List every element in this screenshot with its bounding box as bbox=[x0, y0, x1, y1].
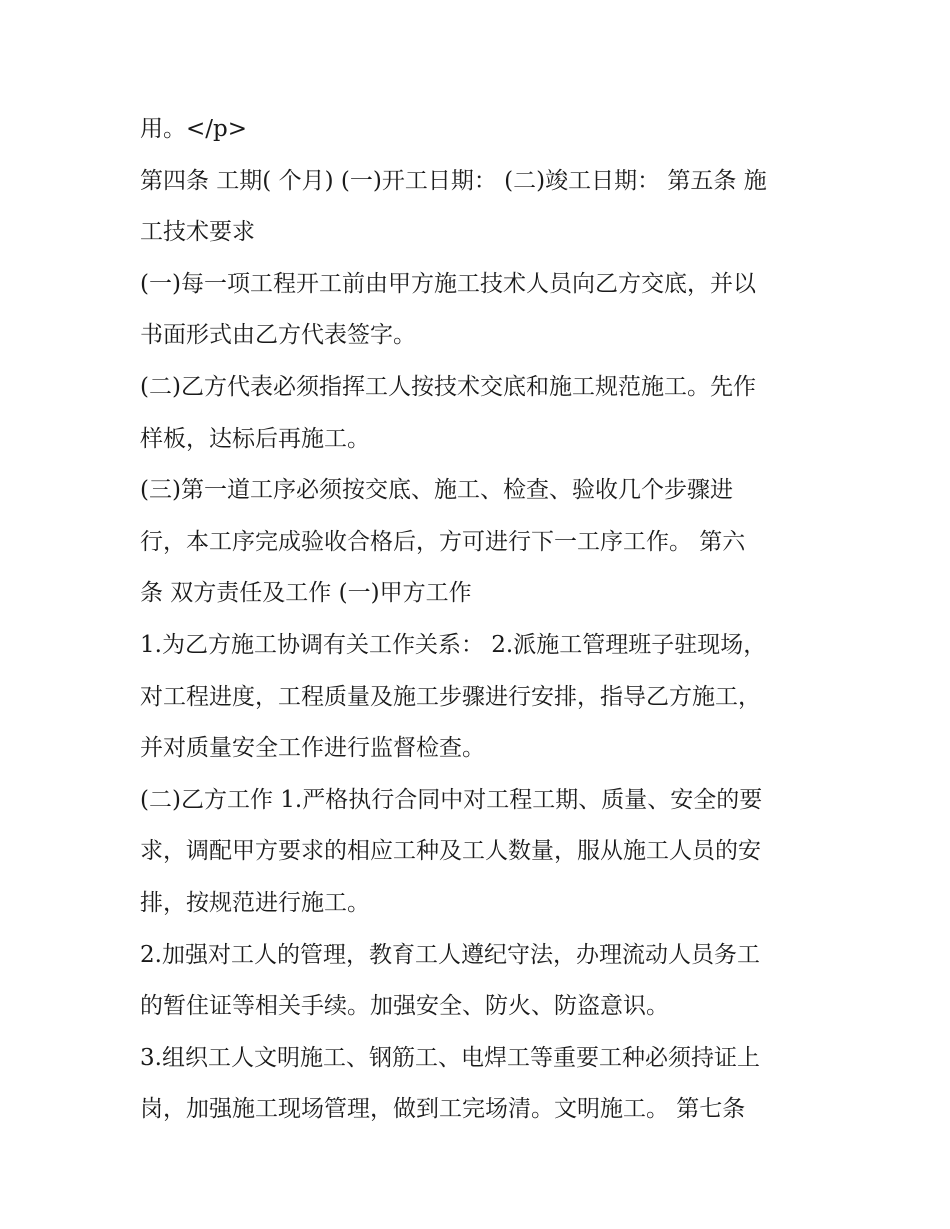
text-line: (三)第一道工序必须按交底、施工、检查、验收几个步骤进 bbox=[140, 477, 733, 504]
text-line: 排，按规范进行施工。 bbox=[140, 889, 370, 916]
text-line: (二)乙方代表必须指挥工人按技术交底和施工规范施工。先作 bbox=[140, 373, 756, 400]
text-line: (一)每一项工程开工前由甲方施工技术人员向乙方交底，并以 bbox=[140, 270, 756, 297]
text-line: (二)乙方工作 1.严格执行合同中对工程工期、质量、安全的要 bbox=[140, 786, 763, 813]
text-line: 的暂住证等相关手续。加强安全、防火、防盗意识。 bbox=[140, 993, 669, 1020]
text-line: 2.加强对工人的管理，教育工人遵纪守法，办理流动人员务工 bbox=[140, 941, 760, 968]
text-line: 并对质量安全工作进行监督检查。 bbox=[140, 735, 485, 762]
text-line: 样板，达标后再施工。 bbox=[140, 425, 370, 452]
text-line: 1.为乙方施工协调有关工作关系： 2.派施工管理班子驻现场， bbox=[140, 631, 767, 658]
text-line: 行，本工序完成验收合格后，方可进行下一工序工作。 第六 bbox=[140, 528, 746, 555]
text-line: 用。</p> bbox=[140, 116, 248, 142]
text-line: 工技术要求 bbox=[140, 219, 255, 246]
document-body bbox=[140, 104, 815, 1136]
text-line: 条 双方责任及工作 (一)甲方工作 bbox=[140, 580, 472, 607]
text-line: 3.组织工人文明施工、钢筋工、电焊工等重要工种必须持证上 bbox=[140, 1044, 760, 1071]
text-line: 书面形式由乙方代表签字。 bbox=[140, 322, 416, 349]
text-line: 第四条 工期( 个月) (一)开工日期： (二)竣工日期： 第五条 施 bbox=[140, 167, 767, 194]
text-line: 岗，加强施工现场管理，做到工完场清。文明施工。 第七条 bbox=[140, 1096, 746, 1123]
text-line: 对工程进度，工程质量及施工步骤进行安排，指导乙方施工， bbox=[140, 683, 761, 710]
text-line: 求，调配甲方要求的相应工种及工人数量，服从施工人员的安 bbox=[140, 838, 761, 865]
